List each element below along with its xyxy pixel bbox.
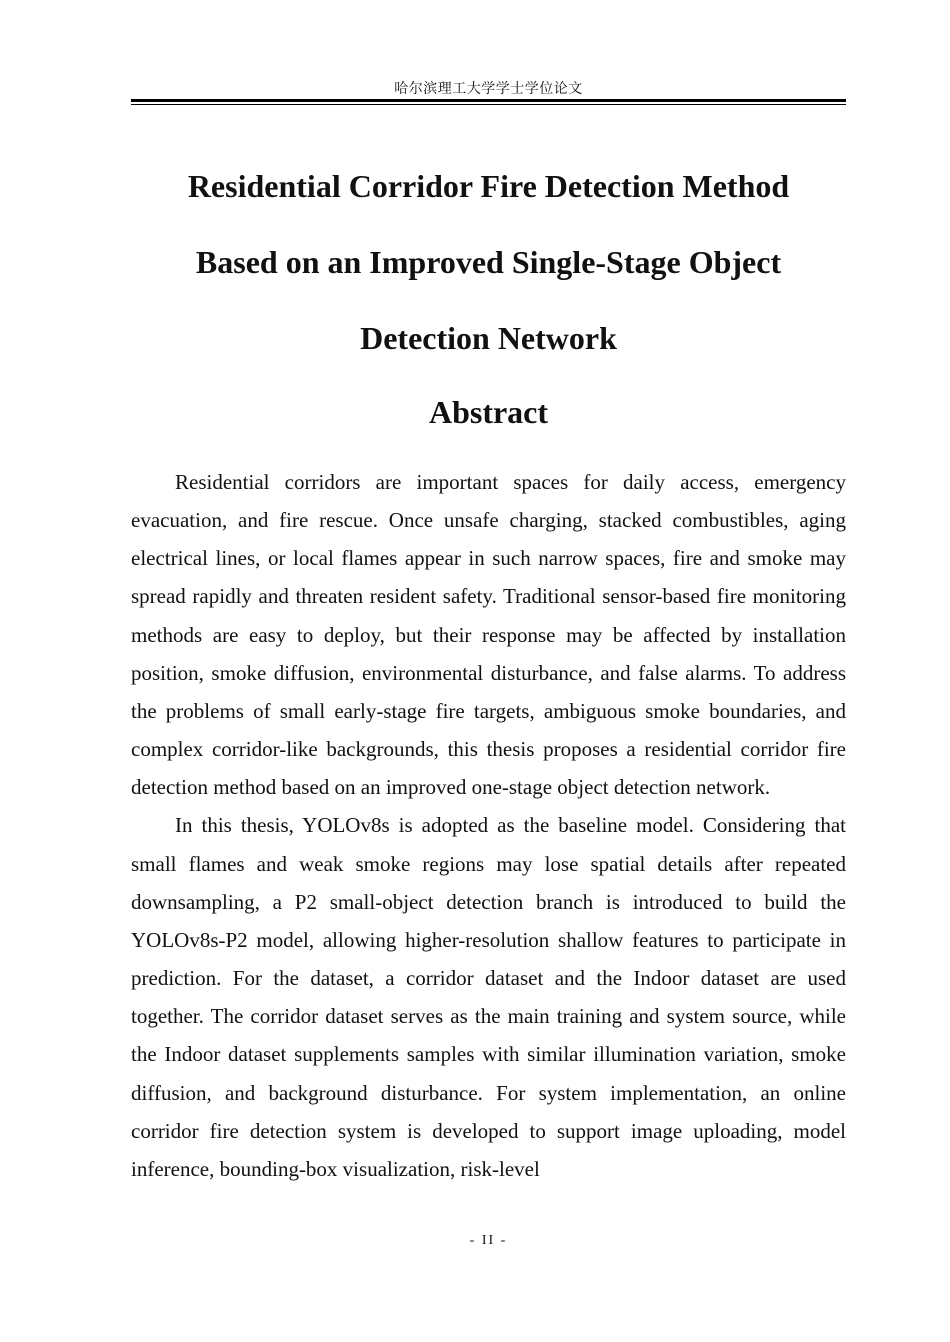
running-header: 哈尔滨理工大学学士学位论文 bbox=[394, 81, 583, 97]
abstract-paragraph-1: Residential corridors are important spaces for daily access, emergency evacuation, and fire rescue. Once unsafe charging, stacked combustibles, aging electrical lines, or local flames appear in such narrow spaces, fire and smoke may spread rapidly and threaten resident safety. Traditional sensor-based fire monitoring methods are easy to deploy, but their response may be affected by installation position, smoke diffusion, environmental disturbance, and false alarms. To address the problems of small early-stage fire targets, ambiguous smoke boundaries, and complex corridor-like backgrounds, this thesis proposes a residential corridor fire detection method based on an improved one-stage object detection network. bbox=[131, 470, 846, 800]
thesis-title bbox=[131, 148, 846, 376]
thesis-title-line-1: Residential Corridor Fire Detection Method bbox=[187, 168, 790, 204]
header-rule-thick bbox=[131, 99, 846, 102]
header-rule-thin bbox=[131, 104, 846, 105]
page-number: - II - bbox=[469, 1233, 508, 1248]
abstract-body bbox=[131, 463, 846, 1188]
thesis-title-line-3: Detection Network bbox=[360, 320, 617, 356]
abstract-heading: Abstract bbox=[428, 394, 549, 430]
abstract-paragraph-2: In this thesis, YOLOv8s is adopted as the baseline model. Considering that small flames and weak smoke regions may lose spatial details after repeated downsampling, a P2 small-object detection branch is introduced to build the YOLOv8s-P2 model, allowing higher-resolution shallow features to participate in prediction. For the dataset, a corridor dataset and the Indoor dataset are used together. The corridor dataset serves as the main training and system source, while the Indoor dataset supplements samples with similar illumination variation, smoke diffusion, and background disturbance. For system implementation, an online corridor fire detection system is developed to support image uploading, model inference, bounding-box visualization, risk-level bbox=[131, 813, 846, 1181]
thesis-title-line-2: Based on an Improved Single-Stage Object bbox=[195, 244, 782, 280]
